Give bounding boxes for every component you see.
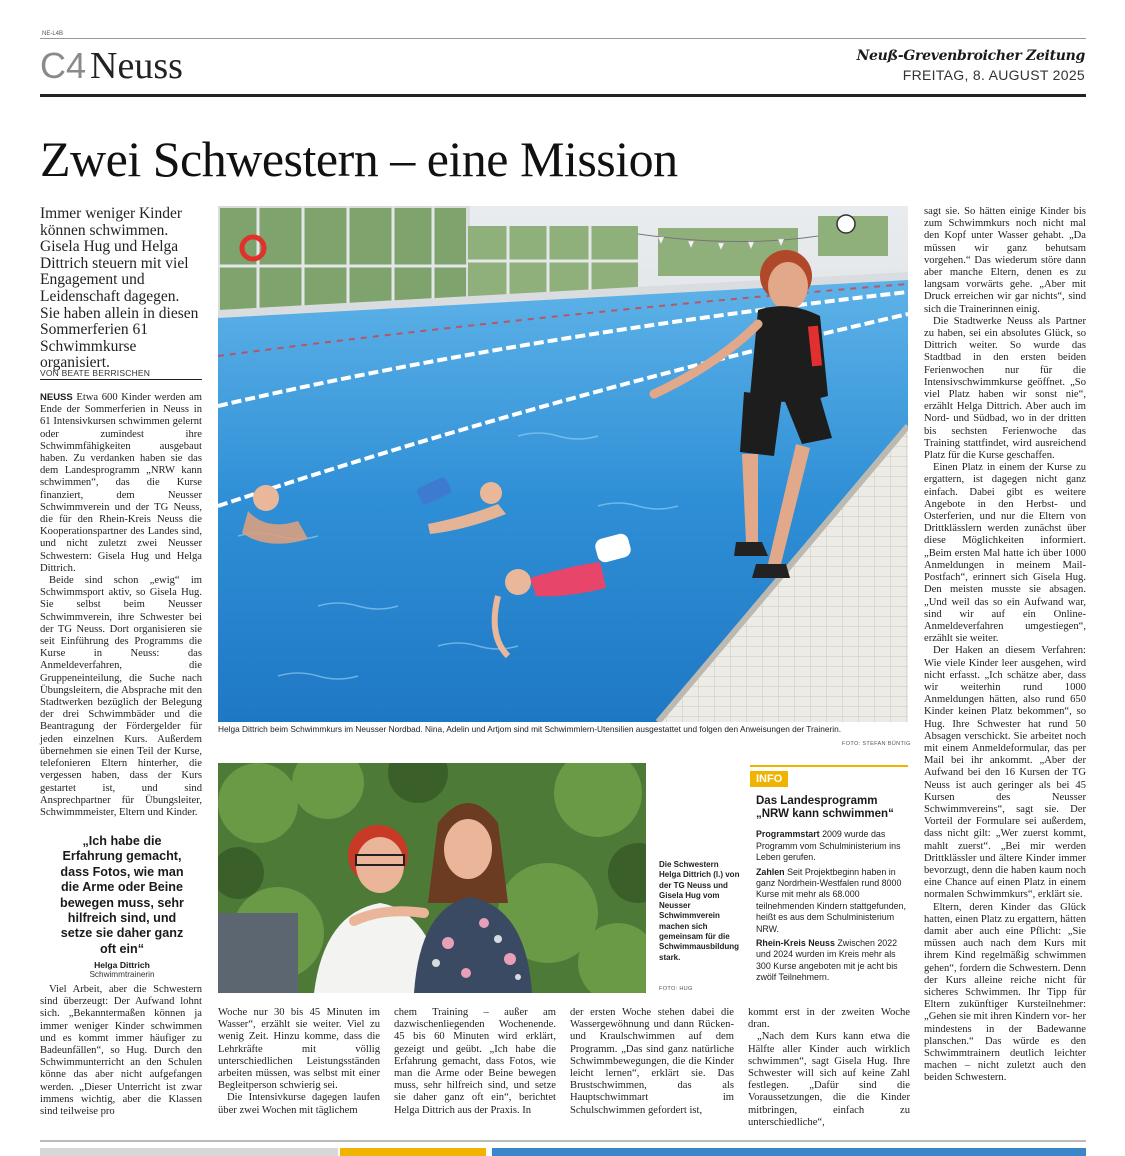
info-label: INFO (750, 771, 788, 787)
body-paragraph: chem Training – außer am dazwischenliegenden Wochenende. 45 bis 60 Minuten wird erklärt, gezeigt und geübt. „Ich habe die Erfahrung gemacht, dass Fotos, wie man die Arme oder Beine bewegen muss, sehr hilfreich sind, und setze sie daher ganz oft ein“, berichtet Helga Dittrich aus der Praxis. In (394, 1007, 556, 1116)
body-paragraph: der ersten Woche stehen dabei die Wassergewöhnung und dann Rücken- und Kraulschwimmen auf dem Programm. „Das sind ganz natürliche Schwimmbewegungen, die die Kinder leicht lernen“, erklärt sie. Das Brustschwimmen, das als Hauptschwimmart im Schulschwimmen gefordert ist, (570, 1007, 734, 1116)
info-body (756, 829, 908, 983)
headline-block (40, 130, 940, 188)
dateline: NEUSS (40, 392, 73, 403)
page-code: NE-L4B (42, 31, 64, 37)
body-paragraph: „Nach dem Kurs kann etwa die Hälfte aller Kinder auch wirklich schwimmen“, sagt Gisela Hug. Ihre Schwester will sich auf keine Zahl festlegen. „Dafür sind die Voraussetzungen, die die Kinder mitbringen, einfach zu unterschiedliche“, (748, 1031, 910, 1128)
info-box (750, 765, 908, 987)
info-item-term: Rhein-Kreis Neuss (756, 938, 835, 949)
section-number: C4 (40, 45, 87, 86)
next-ad-strip-blue (492, 1148, 1086, 1156)
body-paragraph: Die Intensivkurse dagegen laufen über zwei Wochen mit täglichem (218, 1092, 380, 1116)
body-column-1b (40, 984, 202, 1118)
sisters-photo (218, 763, 646, 993)
body-column-right (924, 206, 1086, 1085)
byline: VON BEATE BERRISCHEN (40, 368, 151, 378)
sisters-illustration (218, 763, 646, 993)
issue-date: FREITAG, 8. AUGUST 2025 (902, 67, 1085, 83)
next-ad-strip-yellow (340, 1148, 486, 1156)
body-column-1a (40, 392, 202, 819)
body-paragraph: Viel Arbeit, aber die Schwestern sind überzeugt: Der Aufwand lohnt sich. „Bekanntermaßen können ja immer weniger Kinder schwimmen und es kommt immer häufiger zu Badeunfällen“, so Hug. Durch den Schwimmunterricht an den Schulen könne das aber nicht aufgefangen werden. „Dieser Unterricht ist zwar immens wichtig, aber die Klassen sind teilweise pro (40, 984, 202, 1118)
info-item-text: Seit Projektbeginn haben in ganz Nordrhein-Westfalen rund 8000 Kurse mit mehr als 68.000 teilnehmenden Kindern stattgefunden, heißt es aus dem Schulministerium NRW. (756, 866, 906, 934)
info-item (756, 829, 908, 863)
pull-quote-text: „Ich habe die Erfahrung gemacht, dass Fotos, wie man die Arme oder Beine bewegen muss, sehr hilfreich sind, und setze sie daher ganz oft ein“ (60, 834, 184, 956)
next-ad-strip-left (40, 1148, 338, 1156)
bottom-rule (40, 1140, 1086, 1142)
byline-rule (40, 379, 202, 380)
info-item-term: Zahlen (756, 866, 785, 877)
pull-quote (52, 834, 192, 979)
info-item-text: Zwischen 2022 und 2024 wurden im Kreis mehr als 300 Kurse angeboten mit je acht bis zwölf Teilnehmern. (756, 938, 898, 983)
section-header (40, 44, 183, 88)
newspaper-name: Neuß-Grevenbroicher Zeitung (856, 48, 1085, 64)
body-paragraph: Eltern, deren Kinder das Glück hatten, einen Platz zu ergattern, hätten damit aber auch eine Pflicht: „Sie müssen auch nach dem Kurs mit ihrem Kind regelmäßig schwimmen gehen“, fordern die Schwestern. Denn der Kurs alleine reiche nicht für sicheres Schwimmen. Ihr Tipp für Eltern zukünftiger Kursteilnehmer: „Gehen sie mit ihren Kindern vor- her mindestens in der Badewanne planschen.“ Das würde es den Schwimmtrainern deutlich leichter machen – nicht zuletzt auch den beiden Schwestern. (924, 901, 1086, 1084)
pool-illustration (218, 206, 908, 722)
pull-quote-name: Helga Dittrich (94, 960, 150, 971)
sisters-photo-credit: FOTO: HUG (659, 986, 693, 992)
body-paragraph: Beide sind schon „ewig“ im Schwimmsport aktiv, so Gisela Hug. Sie selbst beim Neusser Schwimmverein, ihre Schwester bei der TG Neuss. Dort organisieren sie seit Einführung des Programms die Kurse in Neuss: das Anmeldeverfahren, die Gruppeneinteilung, die Suche nach Übungsleitern, die Absprache mit den Stadtwerken bezüglich der Belegung der drei Schwimmbäder und die Beantragung der Fördergelder für jeden einzelnen Kurs. Außerdem übernehmen sie einen Teil der Kurse, telefonieren Eltern hinterher, die vergessen haben, dass der Kurs gestartet ist, und sind Ansprechpartner für Übungsleiter, Schwimmmeister, Eltern und Kinder. (40, 575, 202, 818)
body-paragraph: Woche nur 30 bis 45 Minuten im Wasser“, erzählt sie weiter. Viel zu wenig Zeit. Hinzu komme, dass die Lehrkräfte mit völlig unterschiedlichen Leistungsständen arbeiten müssen, was selbst mit einer Begleitperson schwierig sei. (218, 1007, 380, 1092)
pool-photo-credit: FOTO: STEFAN BÜNTIG (842, 741, 911, 747)
info-title: Das Landesprogramm „NRW kann schwimmen“ (756, 795, 894, 821)
body-column-4 (570, 1007, 734, 1117)
headline: Zwei Schwestern – eine Mission (40, 131, 678, 187)
info-item-term: Programmstart (756, 829, 820, 840)
lead-text: Immer weniger Kinder können schwimmen. Gisela Hug und Helga Dittrich steuern mit viel Engagement und Leidenschaft dagegen. Sie haben allein in diesen Sommerferien 61 Schwimmkurse organisiert. (40, 205, 199, 372)
body-column-2 (218, 1007, 380, 1117)
body-paragraph: Einen Platz in einem der Kurse zu ergattern, ist dagegen nicht ganz einfach. Dabei gibt es weitere Angebote in den Herbst- und Osterferien, und nur die Eltern von Drittklässlern werden zunächst über diese Möglichkeiten informiert. „Beim ersten Mal hatte ich über 1000 Anmeldungen in meinem Mail-Postfach“, erinnert sich Gisela Hug. Den meisten musste sie absagen. „Und weil das so ein Aufwand war, sind wir auf ein Online-Anmeldeverfahren umgestiegen“, erzählt sie weiter. (924, 462, 1086, 645)
body-paragraph: kommt erst in der zweiten Woche dran. (748, 1007, 910, 1031)
info-item (756, 938, 908, 984)
info-item (756, 867, 908, 935)
info-item-text: 2009 wurde das Programm vom Schulministerium ins Leben gerufen. (756, 829, 901, 863)
body-paragraph: Der Haken an diesem Verfahren: Wie viele Kinder leer ausgehen, wird nicht erfasst. „Ich schätze aber, dass wir weiterhin rund 1000 Anmeldungen hätten, also rund 650 Kinder keinen Platz bekommen“, so Hug. Ihre Schwester hat rund 50 Absagen verschickt. Sie arbeitet noch mit einem Anmeldeformular, das per Mail bei ihr ankommt. „Aber der Aufwand bei den 16 Kursen der TG Neuss ist auch geringer als bei 45 Kursen des Neusser Schwimmvereins“, sagt sie. Der Vorteil der Formulare sei außerdem, dass nicht gilt: „Wer zuerst kommt, mahlt zuerst“. „Bei mir werden Drittklässler und ältere Kinder immer bevorzugt, denn die haben kaum noch eine Chance auf einen Platz in einem normalen Schwimmkurs“, erklärt sie. (924, 645, 1086, 901)
sisters-photo-caption: Die Schwestern Helga Dittrich (l.) von der TG Neuss und Gisela Hug vom Neusser Schwimmverein machen sich gemeinsam für die Schwimmausbildung stark. (659, 860, 740, 962)
body-paragraph: Etwa 600 Kinder werden am Ende der Sommerferien in Neuss in 61 Intensivkursen schwimmen gelernt oder zumindest ihre Schwimmfähigkeiten ausgebaut haben. Zu verdanken haben sie das dem Landesprogramm „NRW kann schwimmen“, das die Kurse finanziert, dem Neusser Schwimmverein und der TG Neuss, die für den Rhein-Kreis Neuss die Kooperationspartner des Landes sind, und nicht zuletzt zwei Neusser Schwestern: Gisela Hug und Helga Dittrich. (40, 392, 202, 574)
body-paragraph: Die Stadtwerke Neuss als Partner zu haben, sei ein absolutes Glück, so Dittrich weiter. So wurde das Stadtbad in den ersten beiden Ferienwochen nur für die Intensivschwimmkurse geöffnet. „So viel Platz haben wir sonst nie“, erzählt Helga Dittrich. Aber auch im Nord- und Südbad, wo in der dritten bis sechsten Ferienwoche das Training stattfindet, wird ausreichend Platz für die Kurse geschaffen. (924, 315, 1086, 462)
pull-quote-role: Schwimmtrainerin (89, 970, 155, 980)
body-column-3 (394, 1007, 556, 1117)
section-name: Neuss (90, 45, 183, 87)
body-column-5 (748, 1007, 910, 1129)
pool-photo-caption: Helga Dittrich beim Schwimmkurs im Neusser Nordbad. Nina, Adelin und Artjom sind mit Schwimmlern-Utensilien ausgestattet und folgen den Anweisungen der Trainerin. (218, 724, 842, 734)
pool-photo (218, 206, 908, 722)
top-thin-rule (40, 38, 1086, 39)
body-paragraph: sagt sie. So hätten einige Kinder bis zum Schwimmkurs noch nicht mal den Kopf unter Wasser gehabt. „Da müssen wir ganz behutsam vorgehen.“ Das wiederum störe dann aber manche Eltern, denen es zu langsam vorwärts gehe. „Aber mit Druck erreichen wir gar nichts“, sind sich die Trainerinnen einig. (924, 206, 1086, 315)
masthead-rule (40, 94, 1086, 97)
